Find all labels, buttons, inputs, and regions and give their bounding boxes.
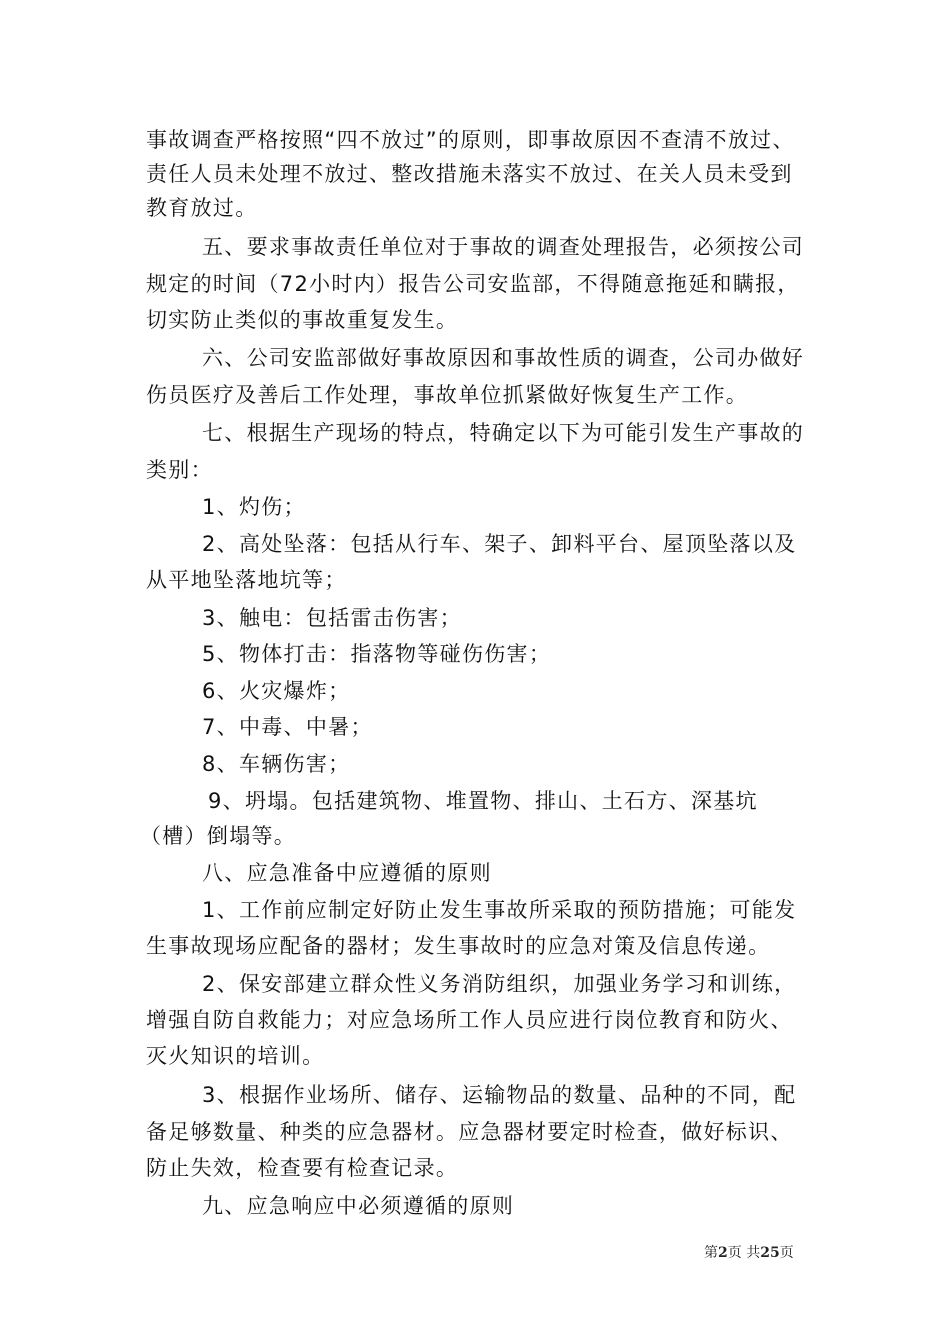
total-page-count: 25 xyxy=(760,1245,780,1261)
text-line: 教育放过。 xyxy=(146,196,258,220)
list-item: 7、中毒、中暑； xyxy=(202,715,373,739)
footer-middle: 页 共 xyxy=(727,1245,761,1261)
text-line: 五、要求事故责任单位对于事故的调查处理报告，必须按公司 xyxy=(202,235,805,259)
text-line: 增强自防自救能力；对应急场所工作人员应进行岗位教育和防火、 xyxy=(146,1008,793,1032)
current-page-number: 2 xyxy=(718,1245,728,1261)
text-line: 从平地坠落地坑等； xyxy=(146,568,347,592)
list-item: 3、根据作业场所、储存、运输物品的数量、品种的不同，配 xyxy=(202,1083,797,1107)
list-item: 6、火灾爆炸； xyxy=(202,679,351,703)
page-footer xyxy=(704,1244,794,1262)
text-line: 切实防止类似的事故重复发生。 xyxy=(146,308,459,332)
text-line: 防止失效，检查要有检查记录。 xyxy=(146,1156,459,1180)
section-heading: 八、应急准备中应遵循的原则 xyxy=(202,861,492,885)
text-line: 事故调查严格按照“四不放过”的原则，即事故原因不查清不放过、 xyxy=(146,128,795,152)
text-line: 规定的时间（72小时内）报告公司安监部，不得随意拖延和瞒报， xyxy=(146,272,800,296)
footer-prefix: 第 xyxy=(704,1245,718,1261)
list-item: 2、高处坠落：包括从行车、架子、卸料平台、屋顶坠落以及 xyxy=(202,532,797,556)
list-item: 5、物体打击：指落物等碰伤伤害； xyxy=(202,642,552,666)
text-line: 备足够数量、种类的应急器材。应急器材要定时检查，做好标识、 xyxy=(146,1120,793,1144)
text-line: 伤员医疗及善后工作处理，事故单位抓紧做好恢复生产工作。 xyxy=(146,383,749,407)
text-line: 生事故现场应配备的器材；发生事故时的应急对策及信息传递。 xyxy=(146,934,771,958)
text-line: 责任人员未处理不放过、整改措施未落实不放过、在关人员未受到 xyxy=(146,162,793,186)
text-line: 七、根据生产现场的特点，特确定以下为可能引发生产事故的 xyxy=(202,421,805,445)
list-item: 3、触电：包括雷击伤害； xyxy=(202,606,462,630)
text-line: 类别： xyxy=(146,458,213,482)
text-line: 六、公司安监部做好事故原因和事故性质的调查，公司办做好 xyxy=(202,346,805,370)
list-item: 8、车辆伤害； xyxy=(202,752,351,776)
list-item: 1、灼伤； xyxy=(202,495,306,519)
footer-suffix: 页 xyxy=(779,1245,794,1261)
section-heading: 九、应急响应中必须遵循的原则 xyxy=(202,1194,515,1218)
list-item: 2、保安部建立群众性义务消防组织，加强业务学习和训练， xyxy=(202,972,797,996)
text-line: （槽）倒塌等。 xyxy=(140,824,297,848)
text-line: 灭火知识的培训。 xyxy=(146,1044,325,1068)
list-item: 1、工作前应制定好防止发生事故所采取的预防措施；可能发 xyxy=(202,898,797,922)
list-item: 9、坍塌。包括建筑物、堆置物、排山、土石方、深基坑 xyxy=(208,789,758,813)
